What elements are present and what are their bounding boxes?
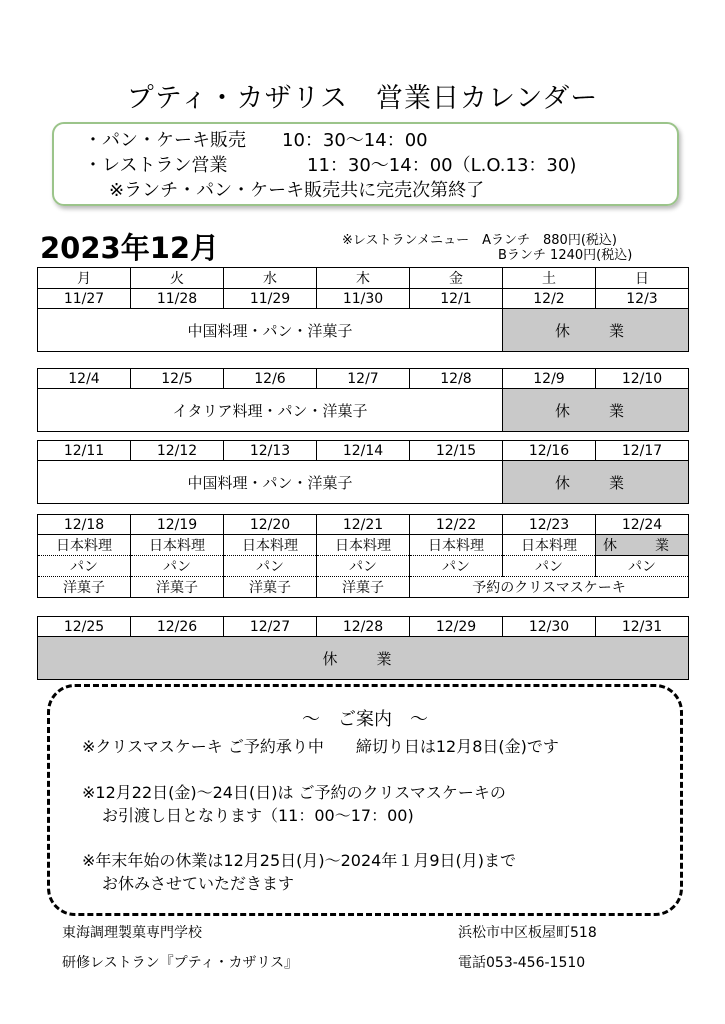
date-cell: 12/13	[224, 441, 317, 461]
date-cell: 12/2	[503, 289, 596, 309]
page-title: プティ・カザリス 営業日カレンダー	[126, 83, 599, 114]
notice-line-3: お引渡し日となります（11：00〜17：00)	[102, 806, 414, 825]
bread-cell: パン	[38, 556, 131, 577]
bread-cell: パン	[131, 556, 224, 577]
calendar-week-2	[37, 368, 689, 432]
open-days-menu: 中国料理・パン・洋菓子	[38, 309, 503, 352]
month-heading: 2023年12月	[40, 231, 220, 265]
notice-line-1: ※クリスマスケーキ ご予約承り中 締切り日は12月8日(金)です	[82, 737, 559, 756]
date-cell: 12/9	[503, 369, 596, 389]
schedule-row	[38, 309, 689, 352]
weekday-fri: 金	[410, 268, 503, 289]
sweets-row	[38, 577, 689, 598]
notice-line-5: お休みさせていただきます	[102, 874, 295, 893]
date-cell: 12/24	[596, 515, 689, 535]
date-cell: 12/3	[596, 289, 689, 309]
date-cell: 12/25	[38, 617, 131, 637]
date-cell: 12/22	[410, 515, 503, 535]
date-cell: 12/31	[596, 617, 689, 637]
bread-cell: パン	[317, 556, 410, 577]
notice-heading: 〜 ご案内 〜	[302, 709, 428, 730]
schedule-row	[38, 461, 689, 504]
date-row	[38, 441, 689, 461]
notice-box	[47, 684, 683, 916]
date-cell: 12/20	[224, 515, 317, 535]
restaurant-name: 研修レストラン『プティ・カザリス』	[62, 955, 299, 971]
school-name: 東海調理製菓専門学校	[62, 925, 202, 941]
cuisine-cell: 日本料理	[503, 535, 596, 556]
notice-line-2: ※12月22日(金)〜24日(日)は ご予約のクリスマスケーキの	[82, 783, 506, 802]
date-cell: 12/10	[596, 369, 689, 389]
date-cell: 12/7	[317, 369, 410, 389]
calendar-week-1	[37, 267, 689, 352]
phone: 電話053-456-1510	[458, 955, 586, 971]
cuisine-cell: 日本料理	[224, 535, 317, 556]
weekday-row	[38, 268, 689, 289]
date-cell: 12/5	[131, 369, 224, 389]
schedule-row	[38, 389, 689, 432]
restaurant-time: 11：30〜14：00（L.O.13：30)	[307, 155, 577, 176]
weekday-sat: 土	[503, 268, 596, 289]
closed-sunday: 休 業	[596, 535, 689, 556]
date-cell: 12/14	[317, 441, 410, 461]
bakery-hours	[84, 128, 677, 153]
cuisine-row	[38, 535, 689, 556]
closed-days: 休 業	[503, 309, 689, 352]
business-hours-box	[52, 122, 679, 206]
date-cell: 11/30	[317, 289, 410, 309]
date-cell: 12/11	[38, 441, 131, 461]
date-cell: 11/29	[224, 289, 317, 309]
weekday-mon: 月	[38, 268, 131, 289]
footer-left	[62, 918, 298, 978]
calendar-week-5	[37, 616, 689, 680]
bread-cell: パン	[596, 556, 689, 577]
schedule-row	[38, 637, 689, 680]
date-row	[38, 617, 689, 637]
restaurant-hours	[84, 153, 677, 178]
date-cell: 12/29	[410, 617, 503, 637]
cuisine-cell: 日本料理	[317, 535, 410, 556]
open-days-menu: イタリア料理・パン・洋菓子	[38, 389, 503, 432]
sweets-cell: 洋菓子	[131, 577, 224, 598]
date-cell: 11/28	[131, 289, 224, 309]
closed-days: 休 業	[38, 637, 689, 680]
date-cell: 12/23	[503, 515, 596, 535]
bakery-label: ・パン・ケーキ販売	[84, 130, 246, 151]
date-cell: 12/6	[224, 369, 317, 389]
address: 浜松市中区板屋町518	[458, 925, 597, 941]
sweets-cell: 洋菓子	[224, 577, 317, 598]
date-cell: 11/27	[38, 289, 131, 309]
open-days-menu: 中国料理・パン・洋菓子	[38, 461, 503, 504]
cuisine-cell: 日本料理	[38, 535, 131, 556]
date-row	[38, 289, 689, 309]
calendar-week-4	[37, 514, 689, 598]
cuisine-cell: 日本料理	[410, 535, 503, 556]
bread-cell: パン	[224, 556, 317, 577]
weekday-thu: 木	[317, 268, 410, 289]
bread-cell: パン	[503, 556, 596, 577]
cuisine-cell: 日本料理	[131, 535, 224, 556]
closed-days: 休 業	[503, 389, 689, 432]
sweets-cell: 洋菓子	[38, 577, 131, 598]
weekday-wed: 水	[224, 268, 317, 289]
menu-line-a: ※レストランメニュー Aランチ 880円(税込)	[342, 233, 617, 248]
date-cell: 12/19	[131, 515, 224, 535]
notice-line-4: ※年末年始の休業は12月25日(月)〜2024年１月9日(月)まで	[82, 851, 516, 870]
date-cell: 12/12	[131, 441, 224, 461]
restaurant-label: ・レストラン営業	[84, 155, 228, 176]
date-cell: 12/28	[317, 617, 410, 637]
date-row	[38, 369, 689, 389]
date-cell: 12/1	[410, 289, 503, 309]
christmas-cake-pickup: 予約のクリスマスケーキ	[410, 577, 689, 598]
lunch-menu-prices	[342, 233, 632, 263]
date-cell: 12/26	[131, 617, 224, 637]
footer-right	[458, 918, 597, 978]
date-cell: 12/4	[38, 369, 131, 389]
closed-days: 休 業	[503, 461, 689, 504]
date-cell: 12/15	[410, 441, 503, 461]
sweets-cell: 洋菓子	[317, 577, 410, 598]
date-cell: 12/18	[38, 515, 131, 535]
bread-row	[38, 556, 689, 577]
date-cell: 12/30	[503, 617, 596, 637]
weekday-sun: 日	[596, 268, 689, 289]
bakery-time: 10：30〜14：00	[282, 130, 428, 151]
date-cell: 12/8	[410, 369, 503, 389]
menu-line-b: Bランチ 1240円(税込)	[498, 248, 633, 263]
date-row	[38, 515, 689, 535]
date-cell: 12/16	[503, 441, 596, 461]
date-cell: 12/27	[224, 617, 317, 637]
sold-out-note: ※ランチ・パン・ケーキ販売共に完売次第終了	[109, 180, 485, 201]
date-cell: 12/17	[596, 441, 689, 461]
date-cell: 12/21	[317, 515, 410, 535]
weekday-tue: 火	[131, 268, 224, 289]
bread-cell: パン	[410, 556, 503, 577]
calendar-week-3	[37, 440, 689, 504]
